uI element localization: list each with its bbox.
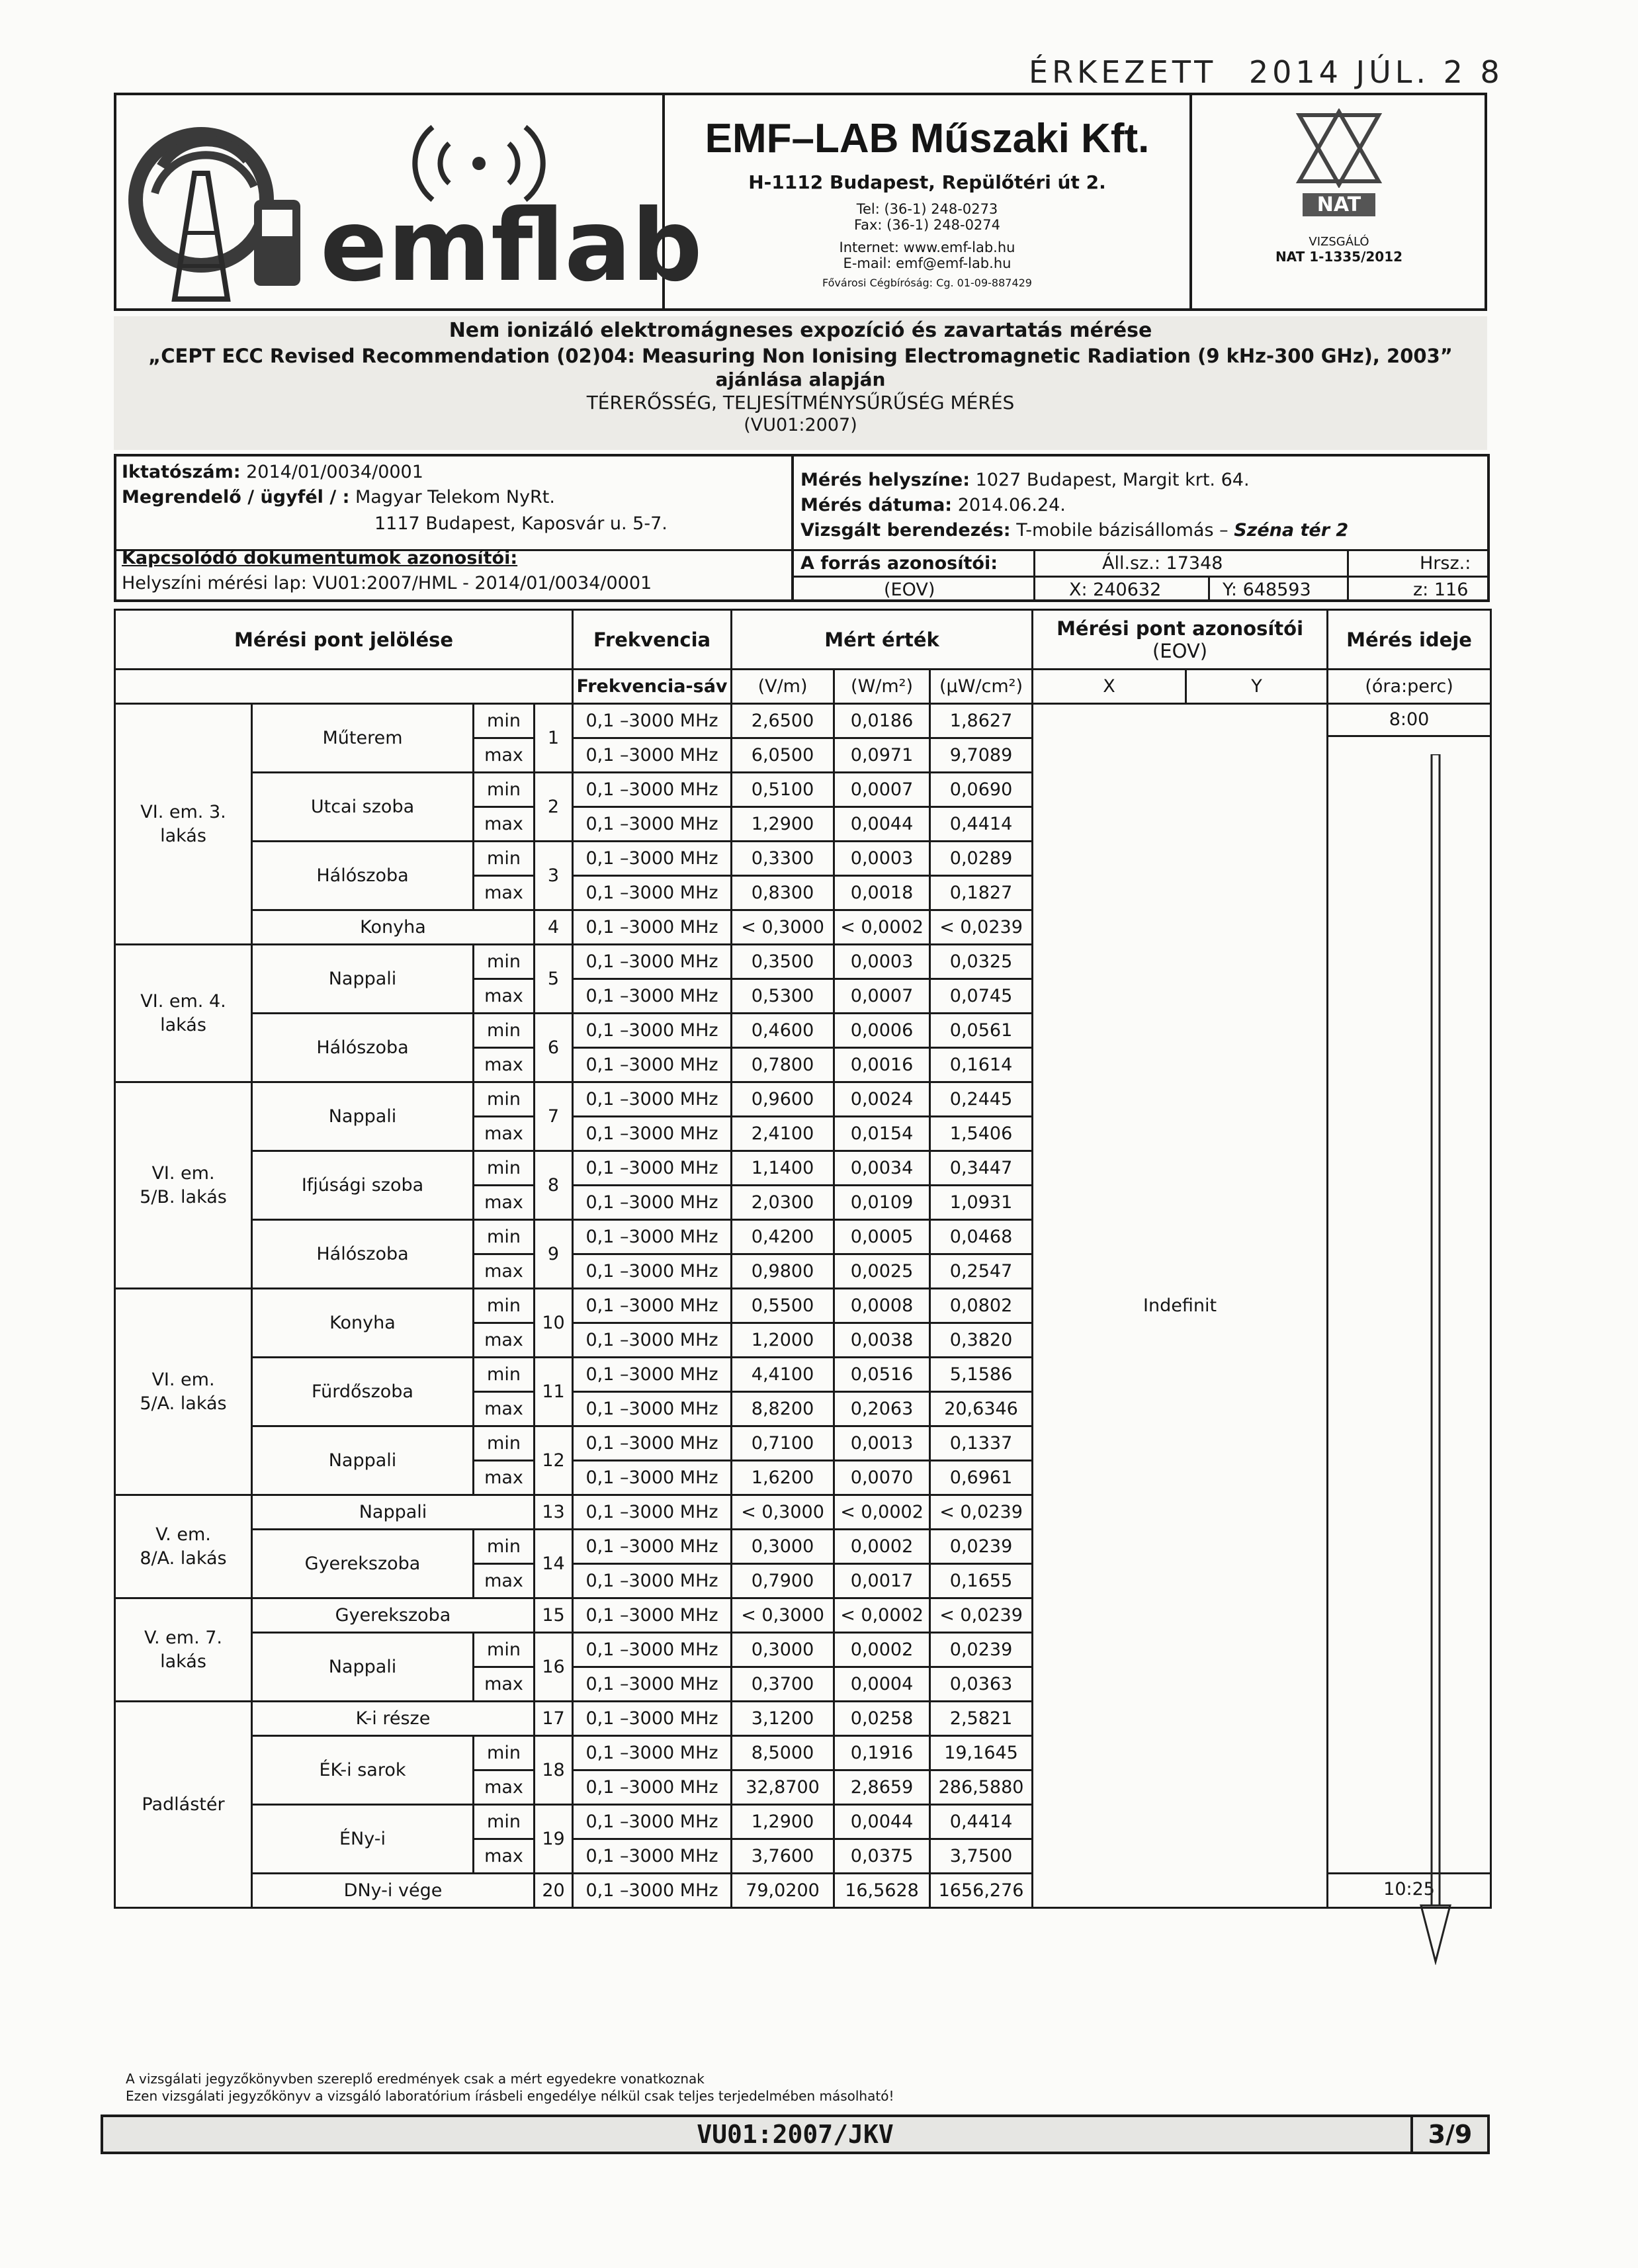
logo-wordmark: emflab	[320, 189, 703, 304]
room-name: Konyha	[252, 1289, 474, 1358]
point-number: 5	[535, 945, 573, 1014]
room-name: Fürdőszoba	[252, 1358, 474, 1426]
room-name: Műterem	[252, 704, 474, 773]
title-line5: (VU01:2007)	[744, 415, 857, 435]
max-label: max	[474, 876, 535, 910]
value-uwcm2: 286,5880	[930, 1770, 1033, 1805]
frequency-band: 0,1 –3000 MHz	[573, 1358, 732, 1392]
value-uwcm2: 9,7089	[930, 738, 1033, 773]
coords-indefinit: Indefinit	[1033, 704, 1328, 1908]
value-uwcm2: 0,0802	[930, 1289, 1033, 1323]
forras-label: A forrás azonosítói:	[800, 553, 998, 574]
frequency-band: 0,1 –3000 MHz	[573, 807, 732, 842]
value-uwcm2: 1,8627	[930, 704, 1033, 738]
value-wm2: 0,0516	[834, 1358, 930, 1392]
iktatoszam-value: 2014/01/0034/0001	[246, 462, 423, 482]
megrendelo-value: Magyar Telekom NyRt.	[355, 487, 555, 507]
group-name: V. em. 7. lakás	[115, 1598, 252, 1702]
value-uwcm2: 0,2445	[930, 1082, 1033, 1117]
frequency-band: 0,1 –3000 MHz	[573, 945, 732, 979]
group-name: V. em. 8/A. lakás	[115, 1495, 252, 1598]
value-uwcm2: < 0,0239	[930, 1495, 1033, 1530]
value-uwcm2: 0,0239	[930, 1530, 1033, 1564]
value-wm2: 0,0016	[834, 1048, 930, 1082]
frequency-band: 0,1 –3000 MHz	[573, 1770, 732, 1805]
room-name: Ifjúsági szoba	[252, 1151, 474, 1220]
point-number: 10	[535, 1289, 573, 1358]
value-wm2: 0,0070	[834, 1461, 930, 1495]
accreditation-label: VIZSGÁLÓ	[1309, 235, 1369, 249]
point-number: 17	[535, 1702, 573, 1736]
header-row-2	[115, 670, 1491, 704]
frequency-band: 0,1 –3000 MHz	[573, 1530, 732, 1564]
letterhead	[114, 93, 1487, 311]
berendezes-row	[800, 520, 1348, 541]
room-name: Nappali	[252, 1082, 474, 1151]
value-uwcm2: 2,5821	[930, 1702, 1033, 1736]
title-line3: ajánlása alapján	[715, 369, 886, 390]
value-wm2: 0,0258	[834, 1702, 930, 1736]
value-uwcm2: 0,0363	[930, 1667, 1033, 1702]
value-vm: 8,8200	[732, 1392, 834, 1426]
value-uwcm2: 0,6961	[930, 1461, 1033, 1495]
datum-value: 2014.06.24.	[957, 495, 1066, 515]
frequency-band: 0,1 –3000 MHz	[573, 1323, 732, 1358]
group-name: Padlástér	[115, 1702, 252, 1908]
value-uwcm2: 3,7500	[930, 1839, 1033, 1874]
value-uwcm2: 0,0239	[930, 1633, 1033, 1667]
room-name: Konyha	[252, 910, 535, 945]
value-uwcm2: 20,6346	[930, 1392, 1033, 1426]
min-label: min	[474, 1736, 535, 1770]
value-uwcm2: 0,0289	[930, 842, 1033, 876]
room-name: Hálószoba	[252, 1220, 474, 1289]
header-x: X	[1033, 670, 1186, 704]
value-vm: 2,4100	[732, 1117, 834, 1151]
value-vm: 1,2900	[732, 1805, 834, 1839]
value-uwcm2: 0,1827	[930, 876, 1033, 910]
header-timeunit: (óra:perc)	[1328, 670, 1491, 704]
value-wm2: 0,0013	[834, 1426, 930, 1461]
value-vm: 0,5300	[732, 979, 834, 1014]
kapcsolodo-label: Kapcsolódó dokumentumok azonosítói:	[122, 548, 518, 568]
berendezes-name: Széna tér 2	[1234, 520, 1349, 541]
value-uwcm2: 5,1586	[930, 1358, 1033, 1392]
footer-note-1: A vizsgálati jegyzőkönyvben szereplő eredmények csak a mért egyedekre vonatkoznak	[126, 2071, 705, 2087]
room-name: Utcai szoba	[252, 773, 474, 842]
frequency-band: 0,1 –3000 MHz	[573, 1082, 732, 1117]
value-wm2: 16,5628	[834, 1874, 930, 1908]
value-vm: 0,5100	[732, 773, 834, 807]
value-uwcm2: 0,4414	[930, 807, 1033, 842]
value-uwcm2: 0,3447	[930, 1151, 1033, 1186]
value-vm: 8,5000	[732, 1736, 834, 1770]
value-uwcm2: 0,1655	[930, 1564, 1033, 1598]
received-label: ÉRKEZETT	[1029, 54, 1217, 90]
header-frequency: Frekvencia	[573, 610, 732, 670]
value-vm: 0,9800	[732, 1254, 834, 1289]
value-wm2: 0,0018	[834, 876, 930, 910]
min-label: min	[474, 1530, 535, 1564]
value-wm2: 0,0024	[834, 1082, 930, 1117]
title-line1: Nem ionizáló elektromágneses expozíció és zavartatás mérése	[449, 319, 1152, 342]
point-number: 2	[535, 773, 573, 842]
value-wm2: 0,1916	[834, 1736, 930, 1770]
megrendelo-address: 1117 Budapest, Kaposvár u. 5-7.	[374, 513, 668, 534]
received-date: 2014 JÚL. 2 8	[1248, 54, 1504, 90]
room-name: Nappali	[252, 1633, 474, 1702]
frequency-band: 0,1 –3000 MHz	[573, 1495, 732, 1530]
iktatoszam-label: Iktatószám:	[122, 462, 241, 482]
value-vm: 1,1400	[732, 1151, 834, 1186]
header-empty	[115, 670, 573, 704]
value-uwcm2: 0,0561	[930, 1014, 1033, 1048]
value-vm: 3,7600	[732, 1839, 834, 1874]
value-wm2: 0,0186	[834, 704, 930, 738]
point-number: 19	[535, 1805, 573, 1874]
emflab-logo	[122, 101, 703, 306]
value-vm: 1,2000	[732, 1323, 834, 1358]
max-label: max	[474, 1770, 535, 1805]
frequency-band: 0,1 –3000 MHz	[573, 738, 732, 773]
value-wm2: 0,0007	[834, 979, 930, 1014]
value-vm: 0,3300	[732, 842, 834, 876]
table-row	[115, 704, 1491, 738]
value-vm: < 0,3000	[732, 910, 834, 945]
frequency-band: 0,1 –3000 MHz	[573, 1220, 732, 1254]
hrsz-label: Hrsz.:	[1420, 553, 1471, 574]
value-uwcm2: 0,1614	[930, 1048, 1033, 1082]
header-row-1	[115, 610, 1491, 670]
frequency-band: 0,1 –3000 MHz	[573, 979, 732, 1014]
value-wm2: 0,0017	[834, 1564, 930, 1598]
value-uwcm2: < 0,0239	[930, 1598, 1033, 1633]
value-wm2: 0,0007	[834, 773, 930, 807]
eov-z: z: 116	[1413, 580, 1469, 600]
max-label: max	[474, 1667, 535, 1702]
value-vm: 0,3000	[732, 1633, 834, 1667]
header-uw: (µW/cm²)	[930, 670, 1033, 704]
point-number: 13	[535, 1495, 573, 1530]
max-label: max	[474, 1392, 535, 1426]
value-vm: < 0,3000	[732, 1598, 834, 1633]
company-fax: Fax: (36-1) 248-0274	[853, 217, 1001, 233]
room-name: Gyerekszoba	[252, 1598, 535, 1633]
value-wm2: 0,0003	[834, 842, 930, 876]
min-label: min	[474, 1082, 535, 1117]
info-box	[114, 454, 1490, 602]
max-label: max	[474, 738, 535, 773]
point-number: 9	[535, 1220, 573, 1289]
value-wm2: 0,0005	[834, 1220, 930, 1254]
header-coords-title: Mérési pont azonosítói	[1056, 617, 1304, 640]
frequency-band: 0,1 –3000 MHz	[573, 1254, 732, 1289]
footer-note-2: Ezen vizsgálati jegyzőkönyv a vizsgáló laboratórium írásbeli engedélye nélkül csak teljes terjedelmében másolható!	[126, 2088, 894, 2104]
group-name: VI. em. 5/A. lakás	[115, 1289, 252, 1495]
value-vm: 0,4200	[732, 1220, 834, 1254]
min-label: min	[474, 945, 535, 979]
value-uwcm2: 0,3820	[930, 1323, 1033, 1358]
header-time: Mérés ideje	[1328, 610, 1491, 670]
frequency-band: 0,1 –3000 MHz	[573, 1392, 732, 1426]
value-vm: 0,3000	[732, 1530, 834, 1564]
max-label: max	[474, 1117, 535, 1151]
room-name: Hálószoba	[252, 1014, 474, 1082]
value-vm: 79,0200	[732, 1874, 834, 1908]
value-vm: 0,9600	[732, 1082, 834, 1117]
min-label: min	[474, 773, 535, 807]
max-label: max	[474, 1461, 535, 1495]
header-measured: Mért érték	[732, 610, 1033, 670]
time-range	[1328, 704, 1491, 1908]
footer-doc-id: VU01:2007/JKV	[697, 2120, 894, 2149]
eov-x: X: 240632	[1069, 580, 1162, 600]
max-label: max	[474, 1048, 535, 1082]
header-coords-sub: (EOV)	[1152, 639, 1208, 662]
megrendelo-label: Megrendelő / ügyfél / :	[122, 487, 350, 507]
frequency-band: 0,1 –3000 MHz	[573, 1289, 732, 1323]
frequency-band: 0,1 –3000 MHz	[573, 1667, 732, 1702]
room-name: Hálószoba	[252, 842, 474, 910]
value-wm2: 0,2063	[834, 1392, 930, 1426]
frequency-band: 0,1 –3000 MHz	[573, 1186, 732, 1220]
room-name: ÉNy-i	[252, 1805, 474, 1874]
title-block	[114, 316, 1487, 450]
frequency-band: 0,1 –3000 MHz	[573, 704, 732, 738]
value-vm: 1,6200	[732, 1461, 834, 1495]
group-name: VI. em. 5/B. lakás	[115, 1082, 252, 1289]
value-uwcm2: 0,1337	[930, 1426, 1033, 1461]
frequency-band: 0,1 –3000 MHz	[573, 1839, 732, 1874]
title-line2: „CEPT ECC Revised Recommendation (02)04: Measuring Non Ionising Electromagnetic Radiation (9 kHz-300 GHz), 2003”	[148, 345, 1453, 367]
received-stamp	[1029, 54, 1504, 90]
min-label: min	[474, 1426, 535, 1461]
value-vm: 0,3500	[732, 945, 834, 979]
iktatoszam-row	[122, 462, 423, 482]
header-point: Mérési pont jelölése	[115, 610, 573, 670]
value-wm2: 0,0375	[834, 1839, 930, 1874]
accreditation-block	[1192, 109, 1486, 265]
room-name: Gyerekszoba	[252, 1530, 474, 1598]
point-number: 18	[535, 1736, 573, 1805]
header-vm: (V/m)	[732, 670, 834, 704]
point-number: 12	[535, 1426, 573, 1495]
value-uwcm2: 0,2547	[930, 1254, 1033, 1289]
value-wm2: 0,0034	[834, 1151, 930, 1186]
eov-y: Y: 648593	[1223, 580, 1311, 600]
point-number: 20	[535, 1874, 573, 1908]
value-uwcm2: 0,0468	[930, 1220, 1033, 1254]
value-wm2: 2,8659	[834, 1770, 930, 1805]
max-label: max	[474, 1186, 535, 1220]
footer-page-number: 3/9	[1410, 2115, 1490, 2154]
room-name: Nappali	[252, 1426, 474, 1495]
point-number: 15	[535, 1598, 573, 1633]
value-uwcm2: 1656,276	[930, 1874, 1033, 1908]
room-name: K-i része	[252, 1702, 535, 1736]
max-label: max	[474, 979, 535, 1014]
time-end: 10:25	[1328, 1872, 1490, 1905]
min-label: min	[474, 1358, 535, 1392]
value-wm2: < 0,0002	[834, 910, 930, 945]
frequency-band: 0,1 –3000 MHz	[573, 1426, 732, 1461]
value-uwcm2: 0,4414	[930, 1805, 1033, 1839]
max-label: max	[474, 1323, 535, 1358]
value-vm: 0,8300	[732, 876, 834, 910]
title-line4: TÉRERŐSSÉG, TELJESÍTMÉNYSŰRŰSÉG MÉRÉS	[586, 392, 1015, 414]
value-uwcm2: 0,0325	[930, 945, 1033, 979]
value-wm2: 0,0004	[834, 1667, 930, 1702]
frequency-band: 0,1 –3000 MHz	[573, 910, 732, 945]
company-address: H-1112 Budapest, Repülőtéri út 2.	[748, 171, 1106, 193]
min-label: min	[474, 1805, 535, 1839]
value-wm2: 0,0002	[834, 1530, 930, 1564]
point-number: 11	[535, 1358, 573, 1426]
frequency-band: 0,1 –3000 MHz	[573, 1461, 732, 1495]
min-label: min	[474, 1014, 535, 1048]
max-label: max	[474, 1839, 535, 1874]
min-label: min	[474, 704, 535, 738]
header-wm2: (W/m²)	[834, 670, 930, 704]
allsz-value: Áll.sz.: 17348	[1102, 553, 1223, 574]
helyszin-row	[800, 470, 1250, 490]
value-wm2: < 0,0002	[834, 1598, 930, 1633]
value-vm: 0,7100	[732, 1426, 834, 1461]
value-wm2: 0,0038	[834, 1323, 930, 1358]
frequency-band: 0,1 –3000 MHz	[573, 1014, 732, 1048]
value-wm2: 0,0154	[834, 1117, 930, 1151]
frequency-band: 0,1 –3000 MHz	[573, 1117, 732, 1151]
value-vm: 6,0500	[732, 738, 834, 773]
room-name: ÉK-i sarok	[252, 1736, 474, 1805]
value-wm2: < 0,0002	[834, 1495, 930, 1530]
value-vm: 32,8700	[732, 1770, 834, 1805]
min-label: min	[474, 1633, 535, 1667]
value-uwcm2: 1,0931	[930, 1186, 1033, 1220]
frequency-band: 0,1 –3000 MHz	[573, 1564, 732, 1598]
room-name: Nappali	[252, 1495, 535, 1530]
max-label: max	[474, 1254, 535, 1289]
frequency-band: 0,1 –3000 MHz	[573, 1805, 732, 1839]
frequency-band: 0,1 –3000 MHz	[573, 1598, 732, 1633]
value-vm: 0,4600	[732, 1014, 834, 1048]
measurement-table	[114, 609, 1492, 1909]
company-internet: Internet: www.emf-lab.hu	[839, 240, 1015, 255]
min-label: min	[474, 1289, 535, 1323]
helyszin-value: 1027 Budapest, Margit krt. 64.	[975, 470, 1250, 490]
value-uwcm2: 19,1645	[930, 1736, 1033, 1770]
value-vm: 1,2900	[732, 807, 834, 842]
frequency-band: 0,1 –3000 MHz	[573, 1633, 732, 1667]
min-label: min	[474, 1220, 535, 1254]
helyszin-label: Mérés helyszíne:	[800, 470, 970, 490]
value-wm2: 0,0002	[834, 1633, 930, 1667]
berendezes-label: Vizsgált berendezés:	[800, 520, 1011, 541]
time-range-arrow-icon	[1416, 754, 1455, 1965]
value-vm: 3,1200	[732, 1702, 834, 1736]
value-wm2: 0,0025	[834, 1254, 930, 1289]
header-y: Y	[1186, 670, 1328, 704]
accreditation-number: NAT 1-1335/2012	[1275, 249, 1403, 265]
max-label: max	[474, 1564, 535, 1598]
point-number: 3	[535, 842, 573, 910]
frequency-band: 0,1 –3000 MHz	[573, 1736, 732, 1770]
value-vm: 0,7800	[732, 1048, 834, 1082]
value-uwcm2: 1,5406	[930, 1117, 1033, 1151]
frequency-band: 0,1 –3000 MHz	[573, 773, 732, 807]
value-uwcm2: 0,0690	[930, 773, 1033, 807]
point-number: 7	[535, 1082, 573, 1151]
point-number: 8	[535, 1151, 573, 1220]
value-wm2: 0,0006	[834, 1014, 930, 1048]
nat-logo: NAT	[1303, 193, 1375, 216]
value-vm: 4,4100	[732, 1358, 834, 1392]
value-uwcm2: < 0,0239	[930, 910, 1033, 945]
point-number: 6	[535, 1014, 573, 1082]
room-name: DNy-i vége	[252, 1874, 535, 1908]
datum-row	[800, 495, 1066, 515]
value-vm: 0,7900	[732, 1564, 834, 1598]
value-vm: 2,0300	[732, 1186, 834, 1220]
megrendelo-row	[122, 487, 555, 507]
frequency-band: 0,1 –3000 MHz	[573, 1151, 732, 1186]
group-name: VI. em. 4. lakás	[115, 945, 252, 1082]
header-coords	[1033, 610, 1328, 670]
value-vm: < 0,3000	[732, 1495, 834, 1530]
frequency-band: 0,1 –3000 MHz	[573, 1048, 732, 1082]
value-vm: 2,6500	[732, 704, 834, 738]
footer-bar	[101, 2115, 1490, 2154]
value-wm2: 0,0109	[834, 1186, 930, 1220]
frequency-band: 0,1 –3000 MHz	[573, 876, 732, 910]
frequency-band: 0,1 –3000 MHz	[573, 1702, 732, 1736]
value-wm2: 0,0008	[834, 1289, 930, 1323]
time-start: 8:00	[1328, 705, 1490, 737]
eov-label: (EOV)	[884, 580, 935, 600]
value-vm: 0,3700	[732, 1667, 834, 1702]
group-name: VI. em. 3. lakás	[115, 704, 252, 945]
min-label: min	[474, 842, 535, 876]
datum-label: Mérés dátuma:	[800, 495, 953, 515]
company-tel: Tel: (36-1) 248-0273	[856, 201, 998, 217]
room-name: Nappali	[252, 945, 474, 1014]
point-number: 14	[535, 1530, 573, 1598]
company-name: EMF–LAB Műszaki Kft.	[705, 116, 1150, 161]
value-wm2: 0,0003	[834, 945, 930, 979]
company-email: E-mail: emf@emf-lab.hu	[843, 255, 1012, 271]
max-label: max	[474, 807, 535, 842]
point-number: 1	[535, 704, 573, 773]
value-wm2: 0,0971	[834, 738, 930, 773]
point-number: 4	[535, 910, 573, 945]
value-wm2: 0,0044	[834, 1805, 930, 1839]
nat-emblem-icon	[1293, 109, 1385, 188]
berendezes-value: T-mobile bázisállomás –	[1016, 520, 1228, 541]
value-uwcm2: 0,0745	[930, 979, 1033, 1014]
point-number: 16	[535, 1633, 573, 1702]
frequency-band: 0,1 –3000 MHz	[573, 1874, 732, 1908]
header-band: Frekvencia-sáv	[573, 670, 732, 704]
min-label: min	[474, 1151, 535, 1186]
kapcsolodo-value: Helyszíni mérési lap: VU01:2007/HML - 2014/01/0034/0001	[122, 573, 652, 593]
value-vm: 0,5500	[732, 1289, 834, 1323]
value-wm2: 0,0044	[834, 807, 930, 842]
frequency-band: 0,1 –3000 MHz	[573, 842, 732, 876]
company-registry: Fővárosi Cégbíróság: Cg. 01-09-887429	[822, 277, 1032, 289]
